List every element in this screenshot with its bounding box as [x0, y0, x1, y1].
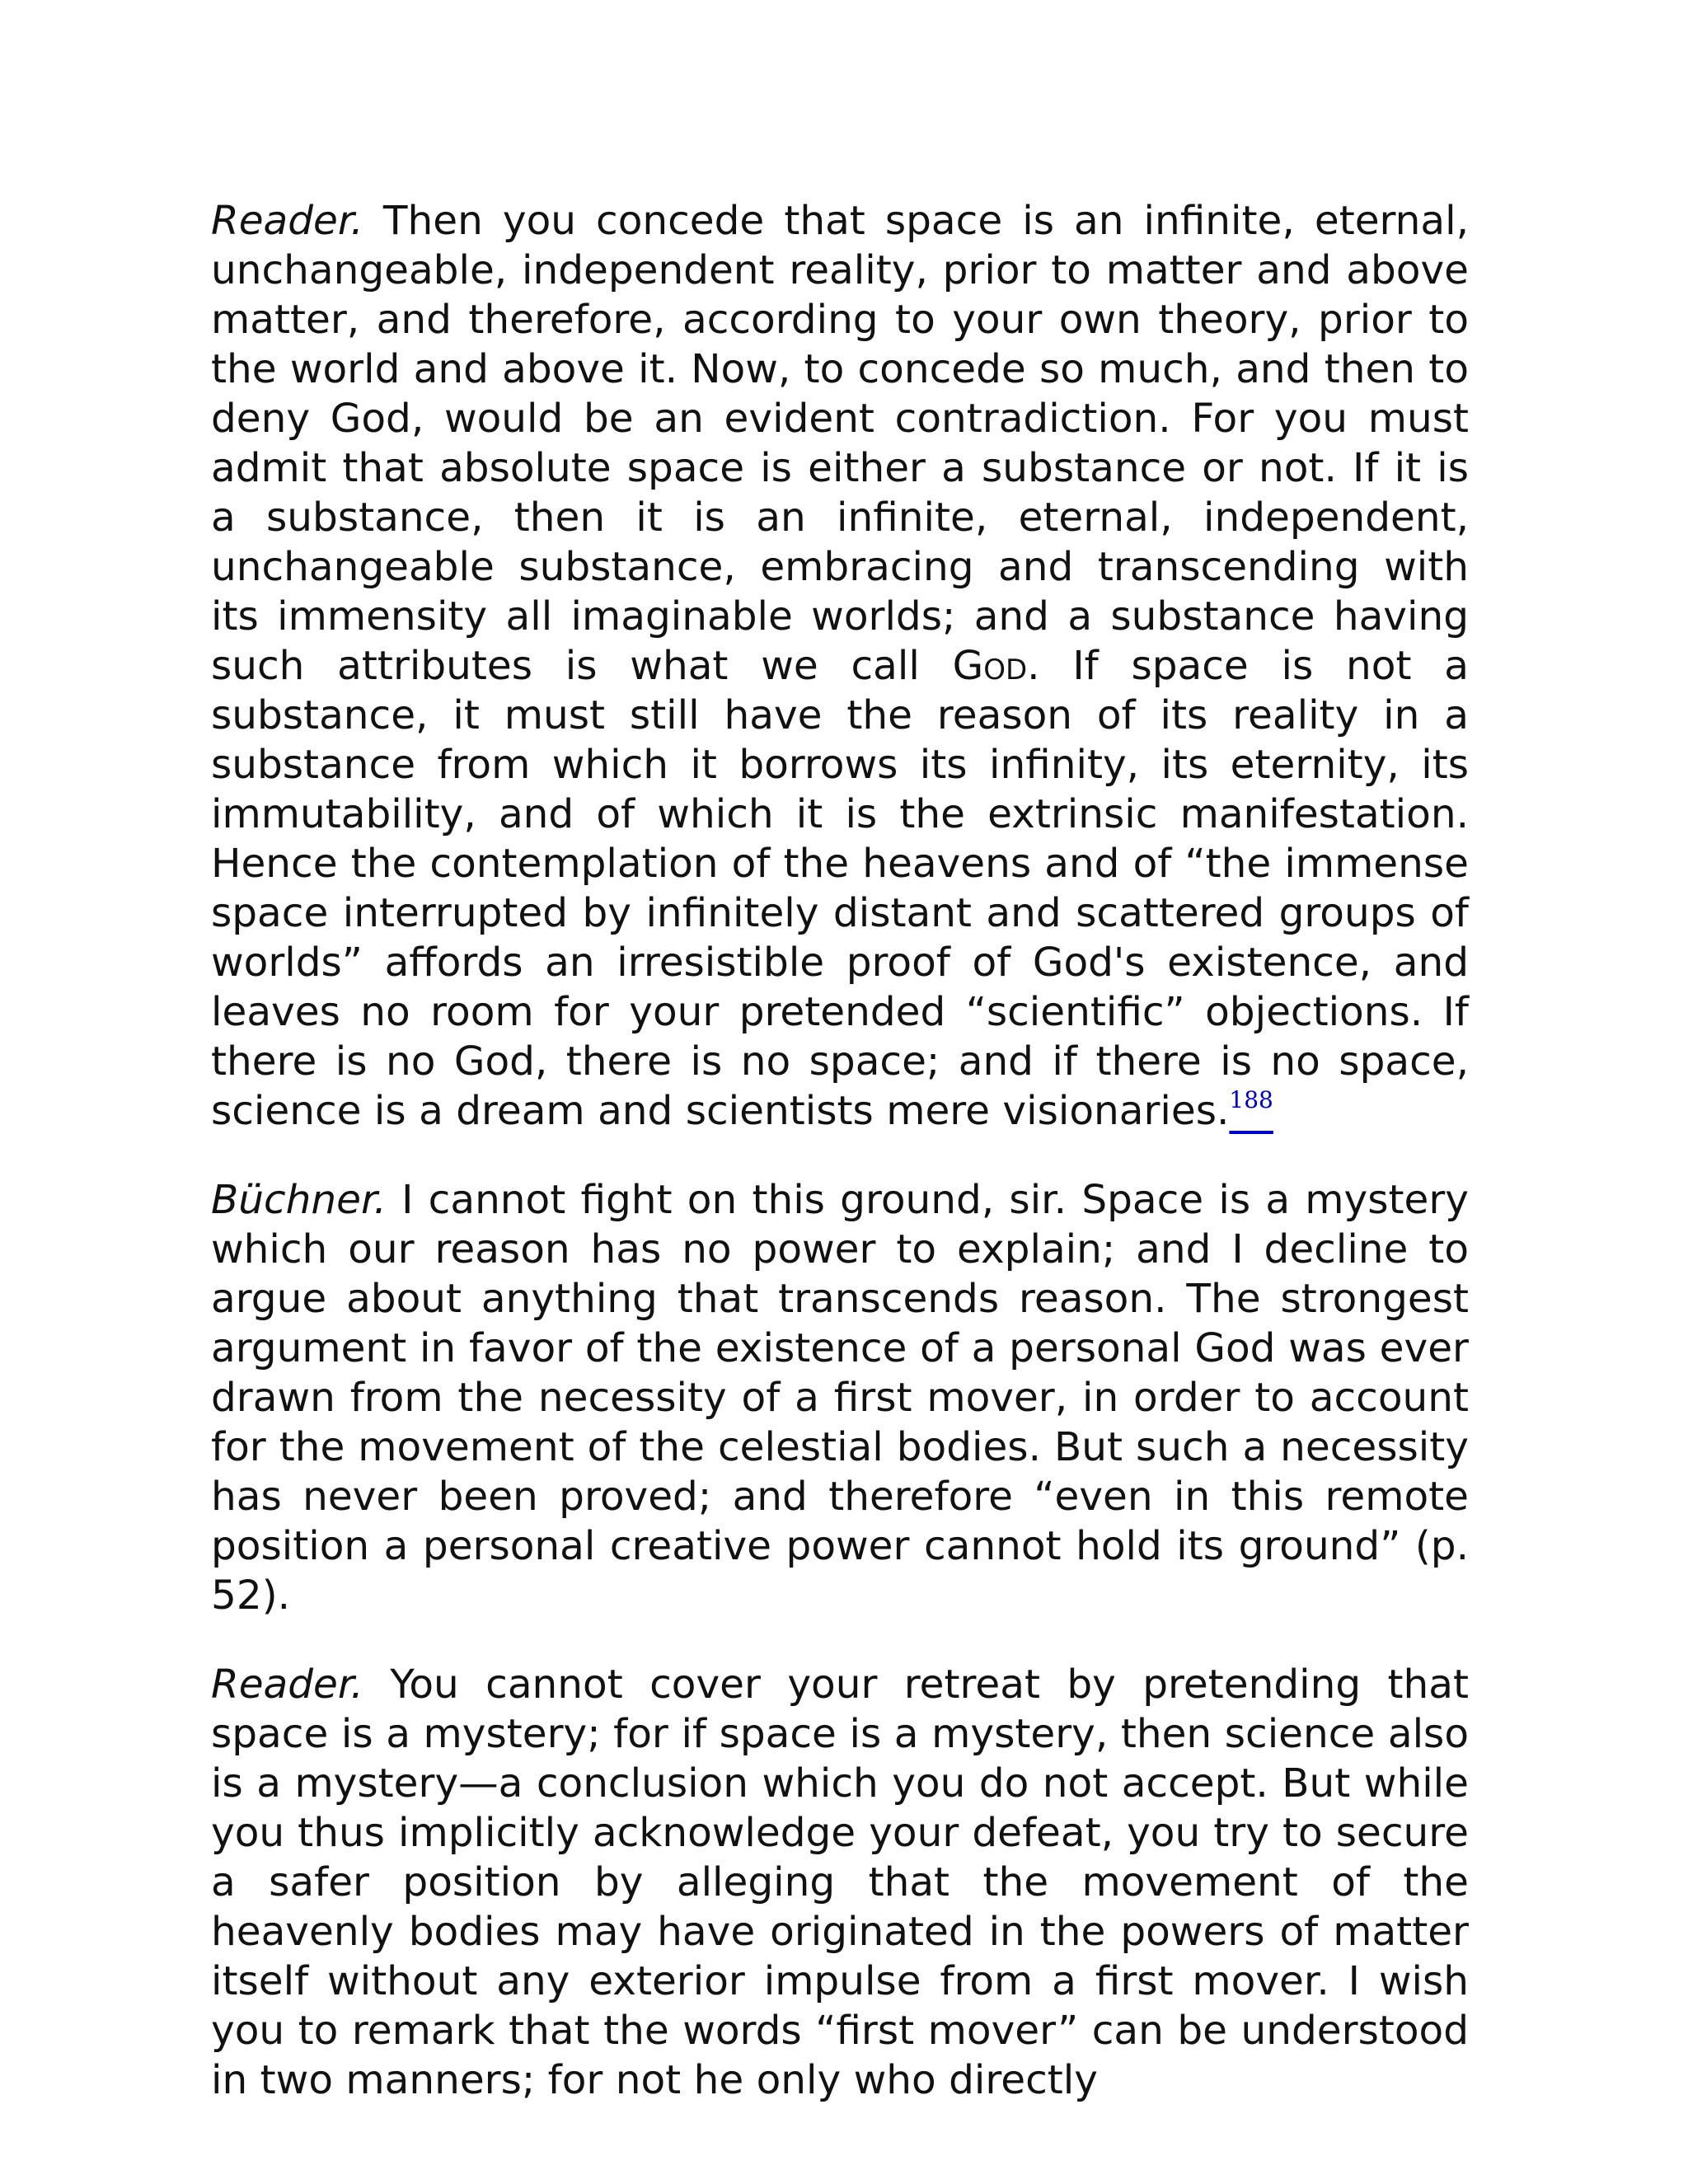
speaker-label: Büchner.	[211, 1177, 387, 1223]
footnote-link[interactable]: 188	[1229, 1086, 1273, 1113]
paragraph-text: Then you concede that space is an infinite, eternal, unchangeable, independent reality, prior to matter and above matter, and therefore, according to your own theory, prior to the world and above it. Now, to concede so much, and then to deny God, would be an evident contradiction. For you must admit that absolute space is either a substance or not. If it is a substance, then it is an infinite, eternal, independent, unchangeable substance, embracing and transcending with its immensity all imaginable worlds; and a substance having such attributes is what we call	[211, 198, 1469, 689]
paragraph-text: . If space is not a substance, it must still have the reason of its reality in a substance from which it borrows its infinity, its eternity, its immutability, and of which it is the extrinsic manifestation. Hence the contemplation of the heavens and of “the immense space interrupted by infinitely distant and scattered groups of worlds” affords an irresistible proof of God's existence, and leaves no room for your pretended “scientific” objections. If there is no God, there is no space; and if there is no space, science is a dream and scientists mere visionaries.	[211, 643, 1469, 1134]
paragraph-text: You cannot cover your retreat by pretending that space is a mystery; for if space is a mystery, then science also is a mystery—a conclusion which you do not accept. But while you thus implicitly acknowledge your defeat, you try to secure a safer position by alleging that the movement of the heavenly bodies may have originated in the powers of matter itself without any exterior impulse from a first mover. I wish you to remark that the words “first mover” can be understood in two manners; for not he only who directly	[211, 1661, 1469, 2103]
paragraph-text: I cannot fight on this ground, sir. Space is a mystery which our reason has no power to explain; and I decline to argue about anything that transcends reason. The strongest argument in favor of the existence of a personal God was ever drawn from the necessity of a first mover, in order to account for the movement of the celestial bodies. But such a necessity has never been proved; and therefore “even in this remote position a personal creative power cannot hold its ground” (p. 52).	[211, 1177, 1469, 1619]
speaker-label: Reader.	[211, 198, 363, 244]
paragraph-reader-1	[211, 196, 1469, 1136]
speaker-label: Reader.	[211, 1661, 363, 1708]
small-caps-word: God	[952, 643, 1028, 689]
document-page	[211, 196, 1469, 2144]
paragraph-reader-2	[211, 1660, 1469, 2105]
paragraph-buchner-1	[211, 1175, 1469, 1620]
